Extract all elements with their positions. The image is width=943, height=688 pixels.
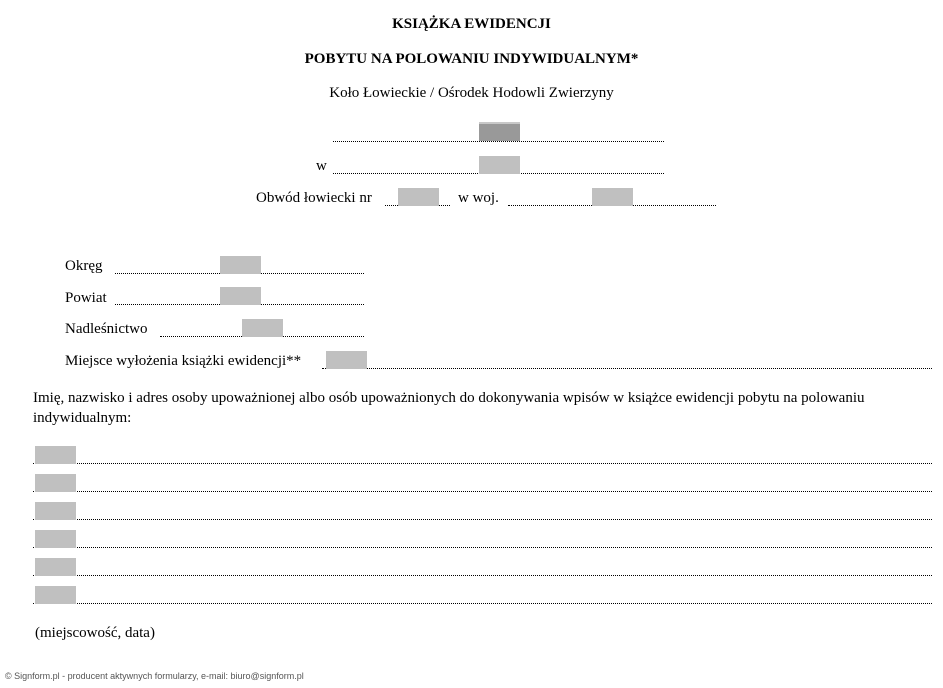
organization-name-field[interactable] <box>479 122 520 141</box>
authorized-line-2 <box>33 491 932 492</box>
authorized-field-3[interactable] <box>35 502 76 520</box>
w-label: w <box>316 158 327 174</box>
authorized-line-5 <box>33 575 932 576</box>
document-title-line2: POBYTU NA POLOWANIU INDYWIDUALNYM* <box>304 51 639 67</box>
authorized-field-2[interactable] <box>35 474 76 492</box>
miejsce-field[interactable] <box>326 351 367 369</box>
authorized-field-5[interactable] <box>35 558 76 576</box>
okreg-label: Okręg <box>65 258 103 274</box>
woj-label: w woj. <box>458 190 499 206</box>
miejsce-label: Miejsce wyłożenia książki ewidencji** <box>65 353 302 369</box>
nadlesnictwo-label: Nadleśnictwo <box>65 321 148 337</box>
document-subtitle: Koło Łowieckie / Ośrodek Hodowli Zwierzyny <box>329 85 614 101</box>
organization-name-line <box>333 141 664 142</box>
authorized-line-6 <box>33 603 932 604</box>
authorized-field-6[interactable] <box>35 586 76 604</box>
obwod-number-field[interactable] <box>398 188 439 206</box>
authorized-line-3 <box>33 519 932 520</box>
footer-credit: © Signform.pl - producent aktywnych formularzy, e-mail: biuro@signform.pl <box>5 671 304 681</box>
authorized-field-1[interactable] <box>35 446 76 464</box>
authorized-field-4[interactable] <box>35 530 76 548</box>
place-date-label: (miejscowość, data) <box>35 625 155 641</box>
document-title: KSIĄŻKA EWIDENCJI <box>392 16 551 32</box>
authorized-line-4 <box>33 547 932 548</box>
authorized-line-1 <box>33 463 932 464</box>
woj-field[interactable] <box>592 188 633 206</box>
powiat-field[interactable] <box>220 287 261 305</box>
nadlesnictwo-field[interactable] <box>242 319 283 337</box>
authorized-persons-paragraph: Imię, nazwisko i adres osoby upoważnionej albo osób upoważnionych do dokonywania wpisów w książce ewidencji pobytu na polowaniu indywidualnym: <box>33 390 865 426</box>
miejsce-line <box>322 368 932 369</box>
obwod-label: Obwód łowiecki nr <box>256 190 372 206</box>
okreg-field[interactable] <box>220 256 261 274</box>
w-field[interactable] <box>479 156 520 174</box>
powiat-label: Powiat <box>65 290 107 306</box>
